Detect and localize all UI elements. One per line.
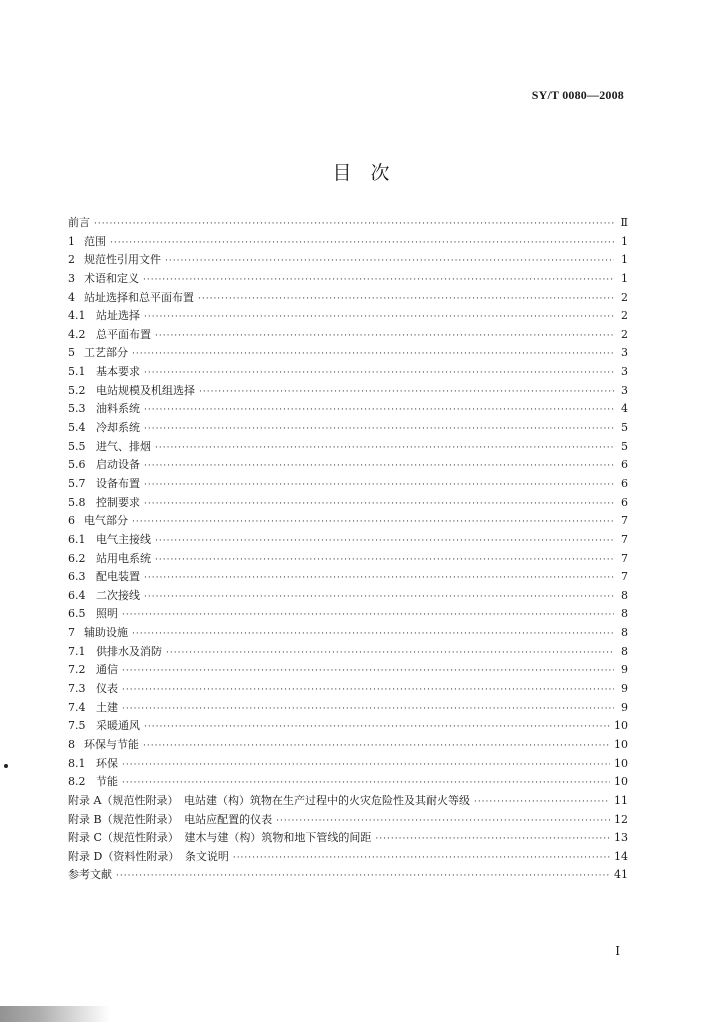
toc-entry-page: 8 <box>621 644 628 658</box>
toc-entry-number: 6 <box>68 514 75 528</box>
toc-entry[interactable] <box>68 475 628 494</box>
toc-entry-page: 7 <box>621 551 628 565</box>
toc-entry-page: 8 <box>621 626 628 640</box>
toc-entry-label: 照明 <box>96 607 118 621</box>
toc-leader-dots <box>155 439 614 458</box>
toc-leader-dots <box>122 606 614 625</box>
toc-entry-number: 5.6 <box>68 458 86 472</box>
toc-leader-dots <box>375 830 610 849</box>
toc-entry-label: 配电装置 <box>96 570 140 584</box>
toc-entry-page: 10 <box>614 737 628 751</box>
toc-entry[interactable] <box>68 550 628 569</box>
toc-entry[interactable] <box>68 270 628 289</box>
toc-entry-label: 环保 <box>96 756 118 770</box>
toc-entry-number: 5 <box>68 346 75 360</box>
toc-leader-dots <box>116 867 610 886</box>
toc-leader-dots <box>474 793 610 812</box>
toc-entry[interactable] <box>68 643 628 662</box>
toc-entry-page: 7 <box>621 532 628 546</box>
toc-entry-page: 2 <box>621 327 628 341</box>
toc-entry-page: 3 <box>621 346 628 360</box>
toc-entry[interactable] <box>68 307 628 326</box>
toc-entry-label: 总平面布置 <box>96 327 151 341</box>
toc-entry-label: 范围 <box>84 234 106 248</box>
toc-entry-number: 8.2 <box>68 775 86 789</box>
toc-entry[interactable] <box>68 289 628 308</box>
standard-code: SY/T 0080—2008 <box>531 88 624 102</box>
toc-entry[interactable] <box>68 680 628 699</box>
toc-entry[interactable] <box>68 214 628 233</box>
toc-entry-number: 6.1 <box>68 532 86 546</box>
toc-leader-dots <box>144 401 614 420</box>
toc-entry[interactable] <box>68 494 628 513</box>
toc-leader-dots <box>144 420 614 439</box>
toc-entry-page: 3 <box>621 383 628 397</box>
toc-entry-label: 通信 <box>96 663 118 677</box>
toc-entry-number: 5.8 <box>68 495 86 509</box>
toc-entry-label: 附录 D（资料性附录） 条文说明 <box>68 849 229 863</box>
toc-leader-dots <box>144 476 614 495</box>
toc-entry-label: 油料系统 <box>96 402 140 416</box>
toc-entry[interactable] <box>68 512 628 531</box>
toc-leader-dots <box>233 849 610 868</box>
scan-smudge <box>0 1006 110 1022</box>
toc-leader-dots <box>132 625 614 644</box>
toc-entry[interactable] <box>68 755 628 774</box>
toc-entry-page: 5 <box>621 439 628 453</box>
toc-entry[interactable] <box>68 400 628 419</box>
toc-leader-dots <box>166 644 614 663</box>
toc-entry-number: 3 <box>68 271 75 285</box>
toc-entry-page: 14 <box>614 849 628 863</box>
toc-entry-label: 术语和定义 <box>84 271 139 285</box>
toc-entry-number: 7.5 <box>68 719 86 733</box>
toc-entry[interactable] <box>68 699 628 718</box>
toc-entry-number: 6.5 <box>68 607 86 621</box>
toc-entry-number: 8.1 <box>68 756 86 770</box>
toc-entry-page: 6 <box>621 458 628 472</box>
toc-entry-page: 2 <box>621 309 628 323</box>
toc-entry[interactable] <box>68 344 628 363</box>
toc-entry-label: 启动设备 <box>96 458 140 472</box>
toc-leader-dots <box>122 774 610 793</box>
toc-entry-number: 5.7 <box>68 476 86 490</box>
toc-leader-dots <box>122 756 610 775</box>
toc-entry-label: 土建 <box>96 700 118 714</box>
toc-entry-label: 二次接线 <box>96 588 140 602</box>
toc-entry-label: 进气、排烟 <box>96 439 151 453</box>
toc-entry-label: 基本要求 <box>96 365 140 379</box>
toc-entry-page: 13 <box>614 831 628 845</box>
toc-entry[interactable] <box>68 438 628 457</box>
toc-entry[interactable] <box>68 233 628 252</box>
toc-entry-number: 2 <box>68 253 75 267</box>
toc-leader-dots <box>144 569 614 588</box>
toc-entry-number: 7 <box>68 626 75 640</box>
toc-entry[interactable] <box>68 736 628 755</box>
toc-entry[interactable] <box>68 605 628 624</box>
toc-entry-label: 供排水及消防 <box>96 644 162 658</box>
toc-entry-number: 4.1 <box>68 309 86 323</box>
toc-leader-dots <box>199 383 614 402</box>
toc-entry-page: 1 <box>621 271 628 285</box>
toc-entry-label: 参考文献 <box>68 868 112 882</box>
toc-entry-page: 6 <box>621 495 628 509</box>
toc-entry-number: 5.5 <box>68 439 86 453</box>
toc-entry[interactable] <box>68 773 628 792</box>
toc-entry-label: 附录 A（规范性附录） 电站建（构）筑物在生产过程中的火灾危险性及其耐火等级 <box>68 793 470 807</box>
toc-entry[interactable] <box>68 829 628 848</box>
toc-leader-dots <box>144 308 614 327</box>
toc-entry-page: 10 <box>614 775 628 789</box>
toc-entry-page: 9 <box>621 700 628 714</box>
toc-entry-page: 3 <box>621 365 628 379</box>
toc-entry-page: 8 <box>621 607 628 621</box>
toc-entry-page: 9 <box>621 663 628 677</box>
toc-entry-label: 节能 <box>96 775 118 789</box>
toc-entry[interactable] <box>68 363 628 382</box>
toc-entry-page: 7 <box>621 570 628 584</box>
toc-entry[interactable] <box>68 251 628 270</box>
toc-entry[interactable] <box>68 456 628 475</box>
toc-entry-number: 5.4 <box>68 421 86 435</box>
toc-entry[interactable] <box>68 661 628 680</box>
toc-entry-number: 1 <box>68 234 75 248</box>
toc-leader-dots <box>144 718 610 737</box>
toc-entry-label: 控制要求 <box>96 495 140 509</box>
toc-leader-dots <box>132 345 614 364</box>
toc-entry-number: 5.1 <box>68 365 86 379</box>
toc-entry-label: 辅助设施 <box>84 626 128 640</box>
toc-entry-label: 采暖通风 <box>96 719 140 733</box>
toc-entry[interactable] <box>68 624 628 643</box>
toc-entry-number: 5.2 <box>68 383 86 397</box>
toc-leader-dots <box>155 551 614 570</box>
toc-entry-number: 4 <box>68 290 75 304</box>
toc-entry-label: 冷却系统 <box>96 421 140 435</box>
toc-entry-page: 10 <box>614 719 628 733</box>
toc-leader-dots <box>143 737 610 756</box>
toc-leader-dots <box>144 588 614 607</box>
toc-entry-label: 站址选择和总平面布置 <box>84 290 194 304</box>
toc-entry-label: 设备布置 <box>96 476 140 490</box>
scan-speck <box>4 764 8 768</box>
toc-leader-dots <box>132 513 614 532</box>
toc-entry-label: 前言 <box>68 216 90 229</box>
toc-list <box>68 214 628 885</box>
toc-entry-number: 5.3 <box>68 402 86 416</box>
toc-entry-label: 电气主接线 <box>96 532 151 546</box>
toc-entry-page: 1 <box>621 234 628 248</box>
toc-leader-dots <box>94 215 614 234</box>
toc-entry-page: 5 <box>621 421 628 435</box>
toc-entry[interactable] <box>68 419 628 438</box>
toc-entry-number: 7.1 <box>68 644 86 658</box>
toc-leader-dots <box>144 457 614 476</box>
toc-entry-label: 电站规模及机组选择 <box>96 383 195 397</box>
toc-leader-dots <box>155 532 614 551</box>
toc-leader-dots <box>165 252 614 271</box>
toc-leader-dots <box>122 681 614 700</box>
toc-entry-page: 6 <box>621 476 628 490</box>
toc-entry-page: 7 <box>621 514 628 528</box>
toc-leader-dots <box>155 327 614 346</box>
toc-entry[interactable] <box>68 568 628 587</box>
toc-entry[interactable] <box>68 382 628 401</box>
toc-entry-label: 附录 C（规范性附录） 建木与建（构）筑物和地下管线的间距 <box>68 831 372 845</box>
toc-entry-page: Ⅱ <box>620 216 628 229</box>
toc-leader-dots <box>122 700 614 719</box>
toc-entry[interactable] <box>68 531 628 550</box>
toc-entry[interactable] <box>68 587 628 606</box>
toc-entry-number: 7.2 <box>68 663 86 677</box>
toc-leader-dots <box>143 271 614 290</box>
toc-entry-number: 4.2 <box>68 327 86 341</box>
toc-entry-label: 站址选择 <box>96 309 140 323</box>
toc-entry-page: 9 <box>621 682 628 696</box>
toc-leader-dots <box>276 812 610 831</box>
toc-entry-page: 11 <box>614 793 628 807</box>
toc-entry-label: 电气部分 <box>84 514 128 528</box>
toc-entry-label: 工艺部分 <box>84 346 128 360</box>
toc-entry[interactable] <box>68 717 628 736</box>
toc-entry[interactable] <box>68 866 628 885</box>
toc-title: 目 次 <box>332 162 390 184</box>
toc-entry-label: 规范性引用文件 <box>84 253 161 267</box>
toc-entry-label: 环保与节能 <box>84 737 139 751</box>
toc-entry[interactable] <box>68 326 628 345</box>
toc-entry-number: 6.2 <box>68 551 86 565</box>
toc-entry-label: 仪表 <box>96 682 118 696</box>
toc-entry-page: 12 <box>614 812 628 826</box>
page-number: I <box>615 944 620 958</box>
toc-entry[interactable] <box>68 811 628 830</box>
toc-entry-page: 41 <box>614 868 628 882</box>
toc-leader-dots <box>144 495 614 514</box>
toc-entry-label: 站用电系统 <box>96 551 151 565</box>
toc-leader-dots <box>198 290 614 309</box>
toc-entry-page: 8 <box>621 588 628 602</box>
toc-leader-dots <box>144 364 614 383</box>
toc-leader-dots <box>110 234 614 253</box>
toc-entry[interactable] <box>68 848 628 867</box>
toc-entry-number: 8 <box>68 737 75 751</box>
toc-entry-number: 7.4 <box>68 700 86 714</box>
toc-leader-dots <box>122 662 614 681</box>
toc-entry-page: 4 <box>621 402 628 416</box>
toc-entry-page: 10 <box>614 756 628 770</box>
toc-entry-number: 6.3 <box>68 570 86 584</box>
toc-entry-page: 1 <box>621 253 628 267</box>
toc-entry-number: 6.4 <box>68 588 86 602</box>
toc-entry-page: 2 <box>621 290 628 304</box>
toc-entry-label: 附录 B（规范性附录） 电站应配置的仪表 <box>68 812 273 826</box>
toc-entry-number: 7.3 <box>68 682 86 696</box>
toc-entry[interactable] <box>68 792 628 811</box>
